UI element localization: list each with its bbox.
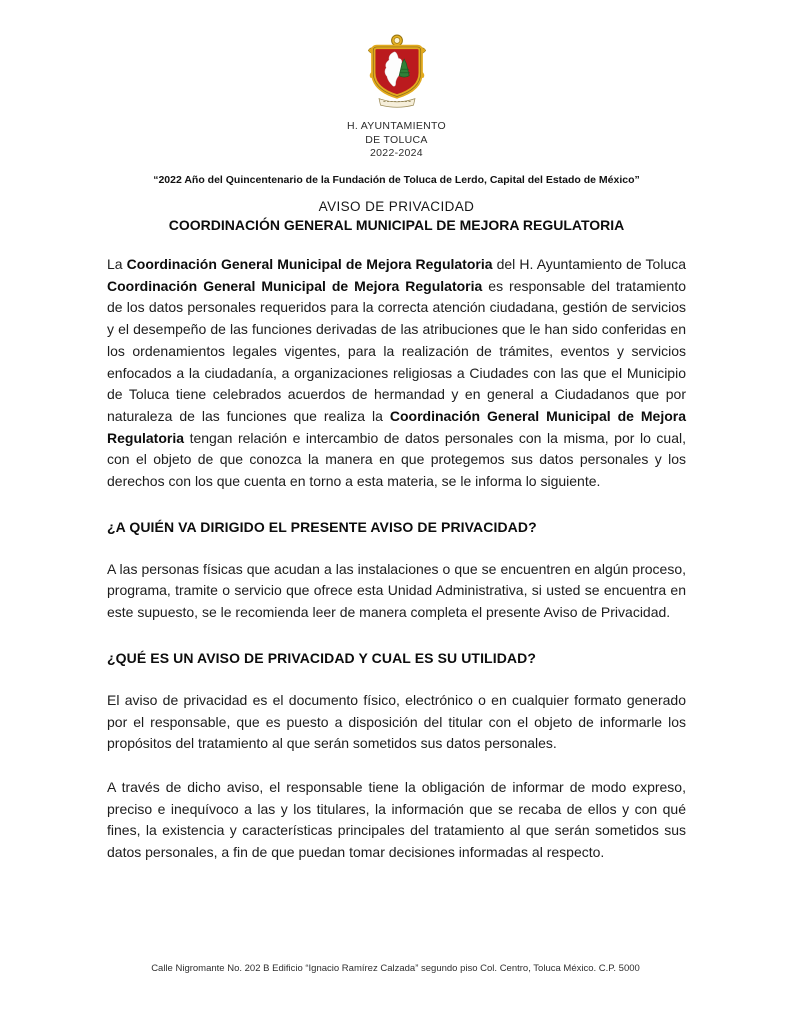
org-name-line2: DE TOLUCA [365, 133, 428, 146]
section-paragraph: A través de dicho aviso, el responsable tiene la obligación de informar de modo expreso, preciso e inequívoco a las y los titulares, la información que se recaba de ellos y con qué fines, la existencia y características principales del tratamiento al que serán sometidos sus datos personales, a fin de que puedan tomar decisiones informadas al respecto. [107, 778, 686, 861]
document-title [107, 199, 686, 234]
toluca-coat-of-arms-logo [107, 34, 686, 118]
coat-of-arms-icon [361, 34, 433, 118]
intro-paragraph: La Coordinación General Municipal de Mejora Regulatoria del H. Ayuntamiento de Toluca Coordinación General Municipal de Mejora Regulatoria es responsable del tratamiento de los datos personales requeridos para la correcta atención ciudadana, gestión de servicios y el desempeño de las funciones derivadas de las atribuciones que le han sido conferidas en los ordenamientos legales vigentes, para la realización de trámites, eventos y servicios enfocados a la ciudadanía, a organizaciones religiosas a Ciudades con las que el Municipio de Toluca tiene celebrados acuerdos de hermandad y en general a Ciudadanos que por naturaleza de las funciones que realiza la Coordinación General Municipal de Mejora Regulatoria tengan relación e intercambio de datos personales con la misma, por lo cual, con el objeto de que conozca la manera en que protegemos sus datos personales y los derechos con los que cuenta en torno a esta materia, se le informa lo siguiente. [107, 256, 687, 490]
year-motto: “2022 Año del Quincentenario de la Fundación de Toluca de Lerdo, Capital del Estado de México” [153, 173, 640, 186]
org-name-line1: H. AYUNTAMIENTO [346, 120, 446, 132]
section-heading-definition: ¿QUÉ ES UN AVISO DE PRIVACIDAD Y CUAL ES SU UTILIDAD? [107, 649, 536, 666]
section-paragraph: A las personas físicas que acudan a las instalaciones o que se encuentren en algún proceso, programa, tramite o servicio que ofrece esta Unidad Administrativa, si usted se encuentra en este supuesto, se le recomienda leer de manera completa el presente Aviso de Privacidad. [107, 560, 686, 621]
document-header [107, 34, 686, 161]
footer-address: Calle Nigromante No. 202 B Edificio “Ignacio Ramírez Calzada” segundo piso Col. Centro, Toluca México. C.P. 5000 [151, 963, 640, 974]
org-name-block [107, 120, 686, 161]
section-paragraph: El aviso de privacidad es el documento físico, electrónico o en cualquier formato generado por el responsable, que es puesto a disposición del titular con el objeto de informarle los propósitos del tratamiento al que serán sometidos sus datos personales. [107, 691, 686, 752]
document-title-line2: COORDINACIÓN GENERAL MUNICIPAL DE MEJORA REGULATORIA [168, 217, 625, 233]
org-period: 2022-2024 [370, 147, 423, 159]
document-body [107, 254, 686, 864]
document-title-line1: AVISO DE PRIVACIDAD [318, 198, 475, 214]
section-heading-audience: ¿A QUIÉN VA DIRIGIDO EL PRESENTE AVISO DE PRIVACIDAD? [107, 518, 537, 535]
